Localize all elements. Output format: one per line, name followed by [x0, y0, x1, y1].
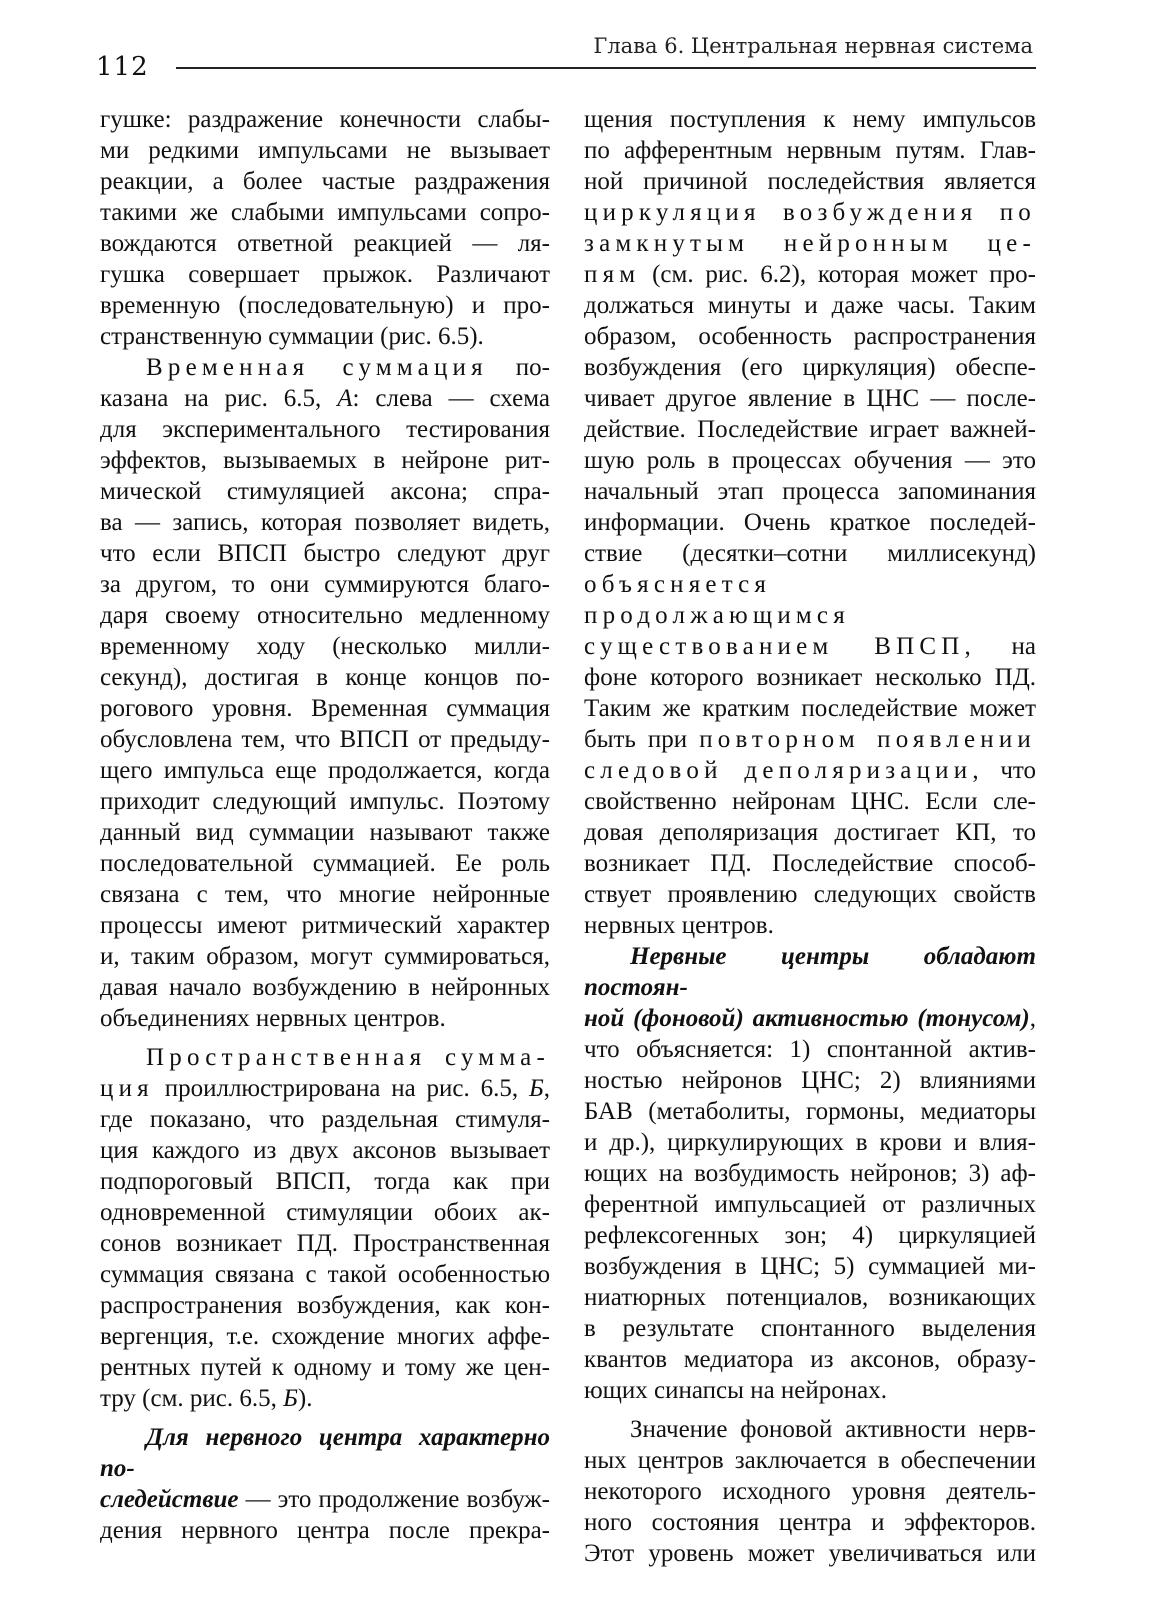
term-spaced: повторном появлении [699, 726, 1037, 753]
paragraph-line [584, 259, 1036, 290]
text-line: БАВ (метаболиты, гормоны, медиаторы [584, 1098, 1036, 1125]
text-line: довая деполяризация достигает КП, то [584, 819, 1036, 846]
text-line: рогового уровня. Временная суммация [100, 695, 550, 722]
text-line: что если ВПСП быстро следуют друг [100, 540, 550, 567]
paragraph-line [100, 1383, 550, 1414]
paragraph-line [584, 724, 1036, 755]
text-line: дения нервного центра после прекра- [100, 1517, 550, 1544]
bold-italic-term: следействие [100, 1486, 239, 1513]
text-span: что [1000, 757, 1037, 784]
text-line: должаться минуты и даже часы. Таким [584, 292, 1036, 319]
term-spaced-line: объясняется продолжающимся [584, 571, 850, 629]
text-line: гушке: раздражение конечности слабы- [100, 106, 550, 133]
text-line: рентных путей к одному и тому же цен- [100, 1354, 550, 1381]
text-line: образом, особенность распространения [584, 323, 1036, 350]
paragraph-line [100, 1073, 550, 1104]
text-line: Таким же кратким последействие может [584, 695, 1036, 722]
paragraph-line [584, 1003, 1036, 1034]
term-spaced: ция [100, 1075, 154, 1102]
right-column [584, 104, 1036, 1569]
text-span: по- [515, 354, 550, 381]
text-line: за другом, то они суммируются благо- [100, 571, 550, 598]
text-line: ного состояния центра и эффекторов. [584, 1509, 1036, 1536]
text-line: ствие (десятки–сотни миллисекунд) [584, 540, 1036, 567]
text-line: и, таким образом, могут суммироваться, [100, 943, 550, 970]
text-line: и др.), циркулирующих в крови и влия- [584, 1129, 1036, 1156]
bold-italic-term: Нервные центры обладают постоян- [584, 943, 1036, 1001]
paragraph-gap [100, 1034, 550, 1042]
text-line: процессы имеют ритмический характер [100, 912, 550, 939]
left-column [100, 104, 550, 1546]
text-line: ниатюрных потенциалов, возникающих [584, 1284, 1036, 1311]
paragraph-line [100, 1484, 550, 1515]
text-span: (см. рис. 6.2), которая может про- [652, 261, 1037, 288]
paragraph-line [100, 1042, 550, 1073]
text-line: распространения возбуждения, как кон- [100, 1292, 550, 1319]
term-spaced: существованием ВПСП, [584, 633, 976, 660]
figure-letter: Б [529, 1075, 544, 1102]
paragraph-line [584, 631, 1036, 662]
text-line: мической стимуляцией аксона; спра- [100, 478, 550, 505]
text-line: по афферентным нервным путям. Глав- [584, 137, 1036, 164]
paragraph-line [100, 383, 550, 414]
text-line: суммация связана с такой особенностью [100, 1261, 550, 1288]
text-line: временную (последовательную) и про- [100, 292, 550, 319]
text-span: — это продолжение возбуж- [245, 1486, 550, 1513]
text-line: щения поступления к нему импульсов [584, 106, 1036, 133]
text-line: возникает ПД. Последействие способ- [584, 850, 1036, 877]
text-line: давая начало возбуждению в нейронных [100, 974, 550, 1001]
text-line: такими же слабыми импульсами сопро- [100, 199, 550, 226]
text-span: : слева — схема [352, 385, 551, 412]
text-span: , [1029, 1005, 1036, 1032]
text-line: данный вид суммации называют также [100, 819, 550, 846]
paragraph-gap [100, 1414, 550, 1422]
text-line: где показано, что раздельная стимуля- [100, 1106, 550, 1133]
text-line: чивает другое явление в ЦНС — после- [584, 385, 1036, 412]
text-line: вергенция, т.е. схождение многих аффе- [100, 1323, 550, 1350]
text-line: ющих на возбудимость нейронов; 3) аф- [584, 1160, 1036, 1187]
paragraph-line [584, 755, 1036, 786]
text-line: временному ходу (несколько милли- [100, 633, 550, 660]
text-span: быть при [584, 726, 688, 753]
term-spaced-line: циркуляция возбуждения по [584, 199, 1036, 226]
term-spaced: Пространственная сумма- [146, 1044, 550, 1071]
text-line: связана с тем, что многие нейронные [100, 881, 550, 908]
term-spaced: следовой деполяризации, [584, 757, 984, 784]
text-line: эффектов, вызываемых в нейроне рит- [100, 447, 550, 474]
text-line: последовательной суммацией. Ее роль [100, 850, 550, 877]
text-line: начальный этап процесса запоминания [584, 478, 1036, 505]
text-line: ющих синапсы на нейронах. [584, 1377, 888, 1404]
text-line: квантов медиатора из аксонов, образу- [584, 1346, 1036, 1373]
text-line: информации. Очень краткое последей- [584, 509, 1036, 536]
text-line: вождаются ответной реакцией — ля- [100, 230, 550, 257]
text-line: сонов возникает ПД. Пространственная [100, 1230, 550, 1257]
text-line: свойственно нейронам ЦНС. Если сле- [584, 788, 1036, 815]
text-span: тру (см. рис. 6.5, [100, 1385, 277, 1412]
chapter-title: Глава 6. Центральная нервная система [593, 34, 1033, 58]
text-line: одновременной стимуляции обоих ак- [100, 1199, 550, 1226]
text-line: ва — запись, которая позволяет видеть, [100, 509, 550, 536]
text-line: щего импульса еще продолжается, когда [100, 757, 550, 784]
text-span: казана на рис. 6.5, [100, 385, 322, 412]
text-line: шую роль в процессах обучения — это [584, 447, 1036, 474]
text-span: на [1011, 633, 1037, 660]
figure-letter: А [337, 385, 353, 412]
term-spaced: Временная суммация [146, 354, 488, 381]
text-line: рефлексогенных зон; 4) циркуляцией [584, 1222, 1036, 1249]
text-line: ция каждого из двух аксонов вызывает [100, 1137, 550, 1164]
text-line: обусловлена тем, что ВПСП от предыду- [100, 726, 550, 753]
text-line: Значение фоновой активности нерв- [630, 1416, 1036, 1443]
text-line: фоне которого возникает несколько ПД. [584, 664, 1036, 691]
text-line: Этот уровень может увеличиваться или [584, 1540, 1036, 1567]
text-line: действие. Последействие играет важней- [584, 416, 1036, 443]
text-line: секунд), достигая в конце концов по- [100, 664, 550, 691]
text-line: ферентной импульсацией от различных [584, 1191, 1036, 1218]
paragraph-line [100, 1422, 550, 1484]
text-line: что объясняется: 1) спонтанной актив- [584, 1036, 1036, 1063]
paragraph-gap [584, 1406, 1036, 1414]
text-line: подпороговый ВПСП, тогда как при [100, 1168, 550, 1195]
page-number: 112 [96, 52, 149, 82]
figure-letter: Б [283, 1385, 298, 1412]
text-line: некоторого исходного уровня деятель- [584, 1478, 1036, 1505]
text-span: ). [297, 1385, 313, 1412]
text-line: ных центров заключается в обеспечении [584, 1447, 1036, 1474]
text-span: проиллюстрирована на рис. 6.5, [164, 1075, 519, 1102]
text-line: приходит следующий импульс. Поэтому [100, 788, 550, 815]
text-line: ми редкими импульсами не вызывает [100, 137, 550, 164]
text-line: странственную суммации (рис. 6.5). [100, 323, 484, 350]
text-line: ностью нейронов ЦНС; 2) влияниями [584, 1067, 1036, 1094]
text-line: объединениях нервных центров. [100, 1005, 446, 1032]
text-line: возбуждения (его циркуляция) обеспе- [584, 354, 1036, 381]
bold-italic-term: ной (фоновой) активностью (тонусом) [584, 1005, 1030, 1032]
paragraph-line [584, 941, 1036, 1003]
term-spaced-line: замкнутым нейронным це- [584, 230, 1036, 257]
text-line: даря своему относительно медленному [100, 602, 550, 629]
text-line: в результате спонтанного выделения [584, 1315, 1036, 1342]
text-line: реакции, а более частые раздражения [100, 168, 550, 195]
text-span: , [543, 1075, 550, 1102]
text-line: для экспериментального тестирования [100, 416, 550, 443]
text-line: гушка совершает прыжок. Различают [100, 261, 550, 288]
paragraph-line [100, 352, 550, 383]
term-spaced: пям [584, 261, 641, 288]
text-line: ствует проявлению следующих свойств [584, 881, 1036, 908]
bold-italic-term: Для нервного центра характерно по- [100, 1424, 550, 1482]
text-line: ной причиной последействия является [584, 168, 1036, 195]
header-rule [176, 67, 1036, 69]
text-line: возбуждения в ЦНС; 5) суммацией ми- [584, 1253, 1036, 1280]
text-line: нервных центров. [584, 912, 774, 939]
